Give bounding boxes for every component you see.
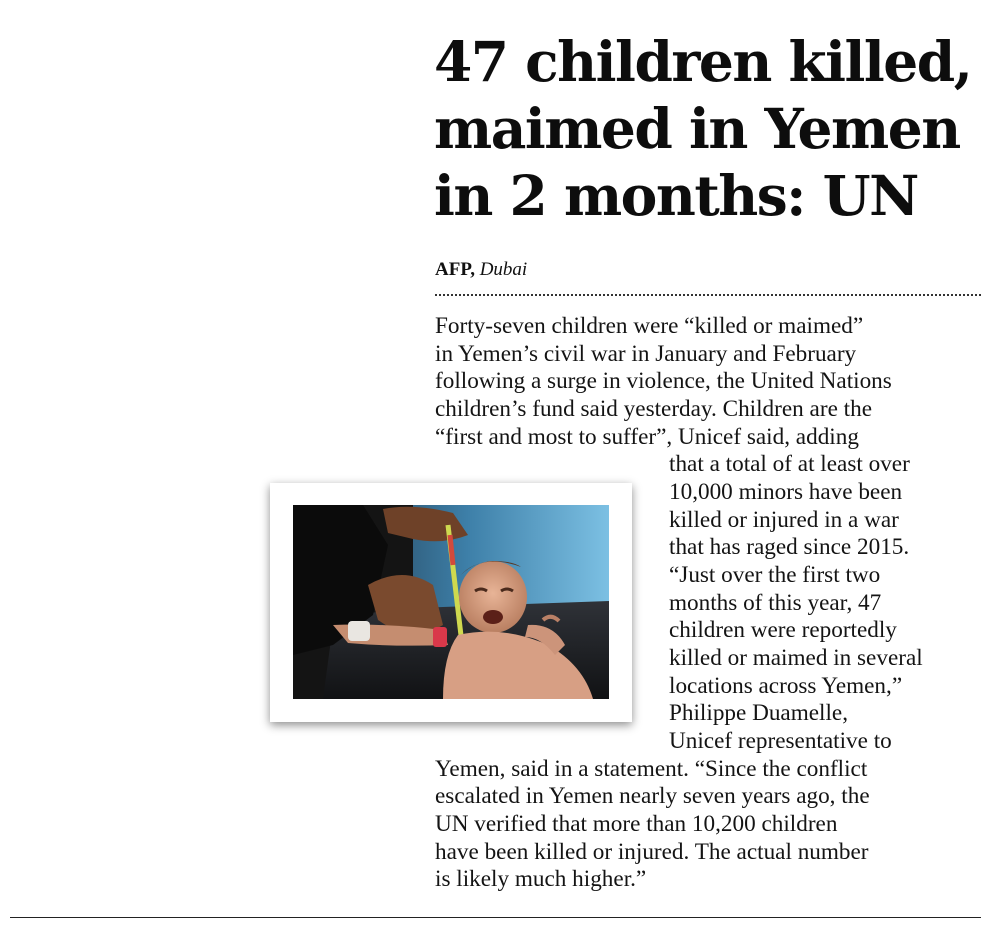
body-line: killed or maimed in several [669, 645, 923, 671]
headline-line: 47 children killed, [434, 29, 972, 94]
byline-divider [435, 294, 981, 296]
byline [435, 258, 527, 282]
headline-line: maimed in Yemen [434, 96, 960, 161]
news-photo [293, 505, 609, 699]
body-line: “first and most to suffer”, Unicef said, adding [435, 424, 859, 450]
body-line: children were reportedly [669, 617, 897, 643]
bottom-divider [10, 917, 981, 918]
body-line: escalated in Yemen nearly seven years ago, the [435, 783, 870, 809]
headline [434, 28, 986, 229]
headline-line: in 2 months: UN [434, 163, 918, 228]
body-line: Philippe Duamelle, [669, 700, 849, 726]
body-line: Forty-seven children were “killed or maimed” [435, 313, 864, 339]
body-line: “Just over the first two [669, 562, 881, 588]
body-line: UN verified that more than 10,200 children [435, 811, 838, 837]
body-line: children’s fund said yesterday. Children are the [435, 396, 872, 422]
body-line: killed or injured in a war [669, 507, 899, 533]
body-line: in Yemen’s civil war in January and February [435, 341, 857, 367]
byline-place: Dubai [479, 259, 528, 280]
body-line: is likely much higher.” [435, 866, 647, 892]
byline-agency: AFP, [435, 259, 475, 280]
photo-frame [270, 483, 632, 722]
news-photo-illustration [293, 505, 609, 699]
body-line: months of this year, 47 [669, 590, 882, 616]
body-line: Yemen, said in a statement. “Since the conflict [435, 756, 868, 782]
body-line: locations across Yemen,” [669, 673, 903, 699]
body-line: have been killed or injured. The actual number [435, 839, 869, 865]
body-line: Unicef representative to [669, 728, 892, 754]
body-line: 10,000 minors have been [669, 479, 903, 505]
body-line: that has raged since 2015. [669, 534, 910, 560]
body-line: following a surge in violence, the United Nations [435, 368, 892, 394]
body-line: that a total of at least over [669, 451, 910, 477]
